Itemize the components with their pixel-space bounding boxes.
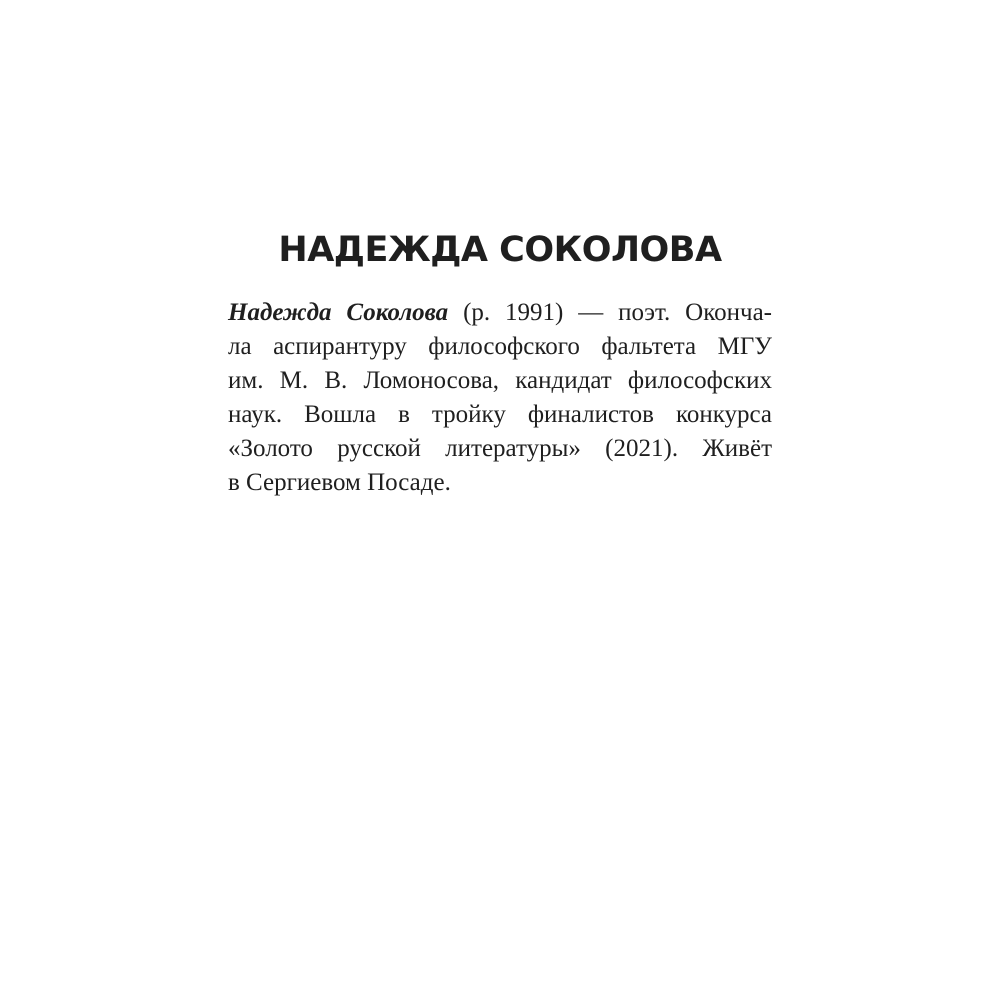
- bio-line-5: «Золото русской литературы» (2021). Живёт: [228, 435, 772, 462]
- bio-line-6: в Сергиевом Посаде.: [228, 469, 451, 496]
- author-name: Надежда Соколова: [228, 299, 449, 326]
- bio-line-1: [228, 296, 772, 330]
- author-heading: НАДЕЖДА СОКОЛОВА: [278, 230, 722, 270]
- bio-line-4: наук. Вошла в тройку финалистов конкурса: [228, 401, 772, 428]
- bio-line-3: им. М. В. Ломоносова, кандидат философских: [228, 367, 772, 394]
- bio-line-2: ла аспирантуру философского фальтета МГУ: [228, 333, 772, 360]
- author-bio: [228, 296, 772, 500]
- bio-line-1-text: (р. 1991) — поэт. Оконча-: [448, 299, 772, 326]
